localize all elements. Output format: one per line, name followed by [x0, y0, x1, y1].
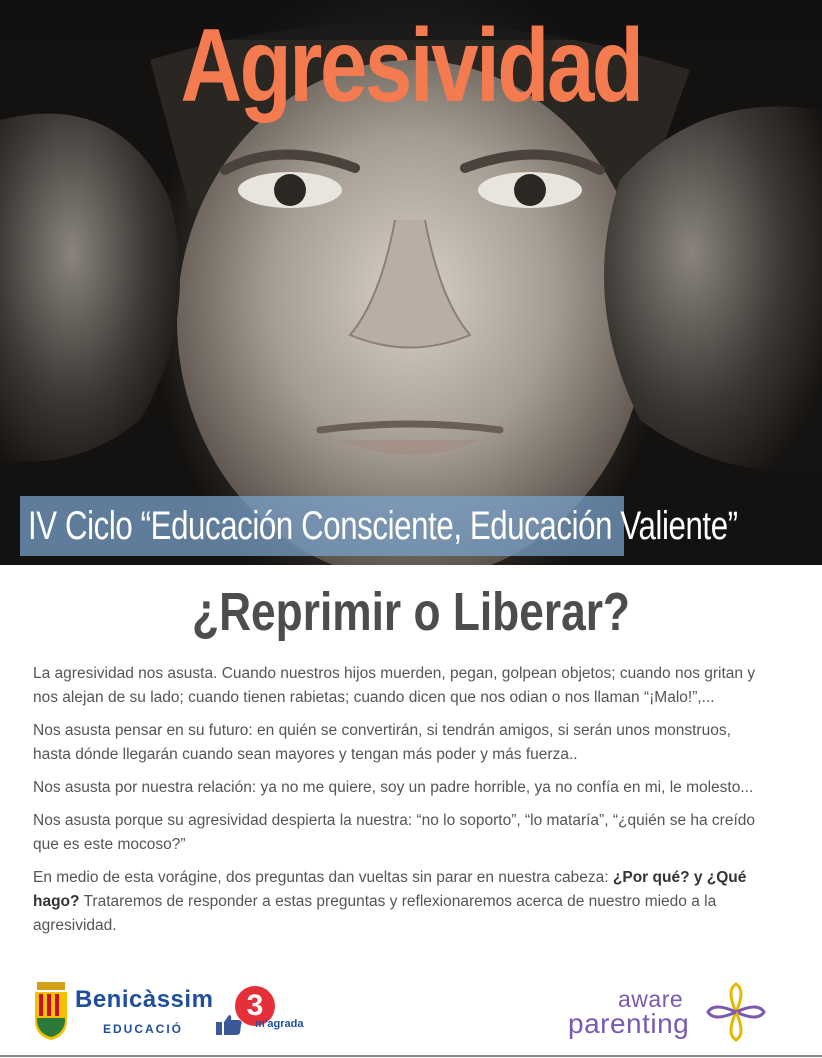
paragraph-final-questions: ¿Por qué? y ¿Qué hago?	[33, 869, 747, 910]
magrada-label: m'agrada	[255, 1018, 304, 1030]
paragraph-final-outro: Trataremos de responder a estas preguntas y reflexionaremos acerca de nuestro miedo a la agresividad.	[33, 893, 717, 934]
parenting-word: parenting	[568, 1008, 690, 1039]
three-badge: 3	[235, 986, 275, 1026]
bottom-divider	[0, 1055, 822, 1057]
paragraph: La agresividad nos asusta. Cuando nuestros hijos muerden, pegan, golpean objetos; cuando nos gritan y nos alejan de su lado; cuando tienen rabietas; cuando dicen que nos odian o nos llaman “¡Malo!”,...	[33, 665, 756, 706]
cycle-title: IV Ciclo “Educación Consciente, Educación Valiente”	[28, 504, 738, 548]
paragraph: Nos asusta por nuestra relación: ya no me quiere, soy un padre horrible, ya no confía en mi, le molesto...	[33, 779, 754, 796]
thumbs-up-icon	[215, 1014, 245, 1036]
flower-icon	[706, 982, 766, 1042]
body-text	[33, 662, 773, 947]
benicassim-logo	[33, 982, 304, 1052]
benicassim-sub: EDUCACIÓ	[103, 1022, 184, 1036]
aware-word: aware	[618, 986, 684, 1012]
paragraph: Nos asusta pensar en su futuro: en quién se convertirán, si tendrán amigos, si serán unos monstruos, hasta dónde llegarán cuando sean mayores y tengan más poder y más fuerza..	[33, 722, 731, 763]
benicassim-shield-icon	[33, 982, 69, 1040]
benicassim-name: Benicàssim	[75, 986, 214, 1013]
paragraph-final-intro: En medio de esta vorágine, dos preguntas dan vueltas sin parar en nuestra cabeza:	[33, 869, 613, 886]
page-title: Agresividad	[180, 8, 642, 124]
paragraph-final	[33, 866, 773, 938]
paragraph: Nos asusta porque su agresividad despierta la nuestra: “no lo soporto”, “lo mataría”, “¿quién se ha creído que es este mocoso?”	[33, 812, 755, 853]
aware-parenting-logo	[560, 980, 780, 1050]
subtitle: ¿Reprimir o Liberar?	[192, 582, 630, 642]
